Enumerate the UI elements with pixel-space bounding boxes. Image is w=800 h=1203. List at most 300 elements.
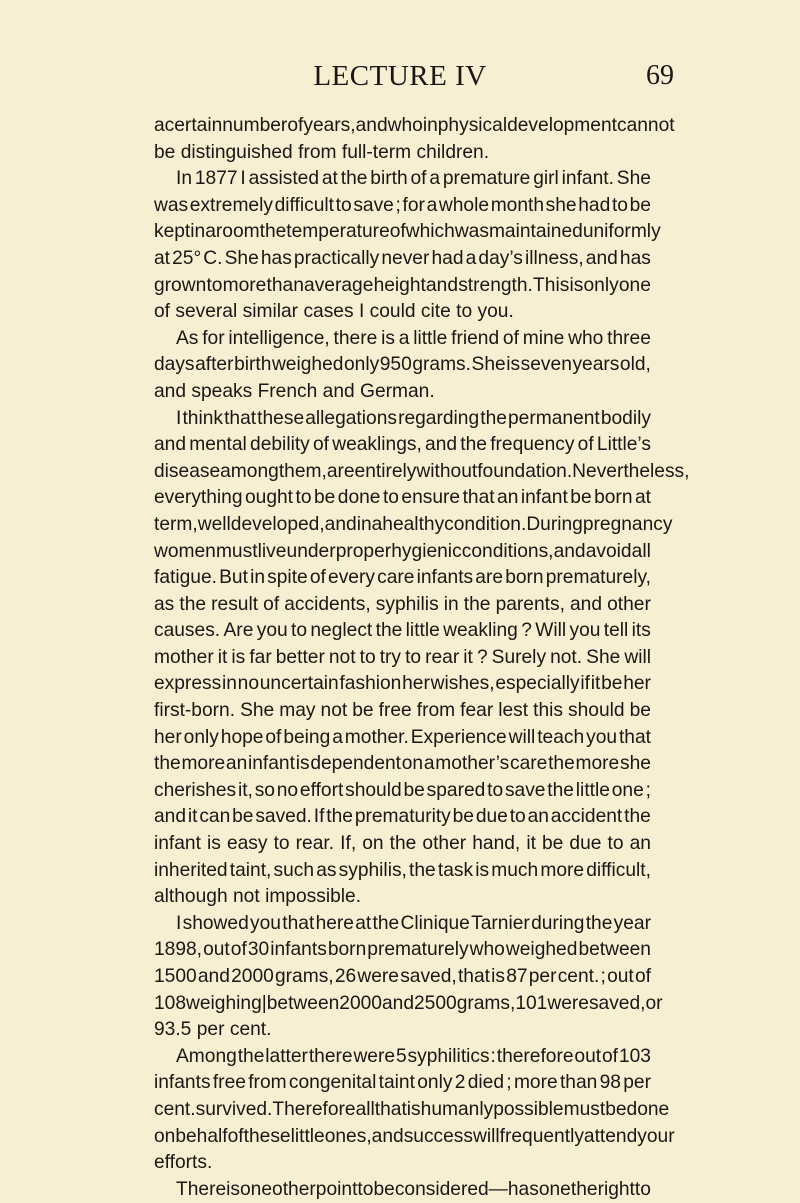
word: several (175, 301, 238, 323)
word: : (490, 1045, 496, 1067)
word: be (313, 487, 336, 509)
word: But (219, 567, 248, 589)
running-head: LECTURE IV (313, 60, 487, 92)
word: spite (267, 567, 308, 589)
word: of (577, 434, 594, 456)
word: condition. (444, 513, 527, 535)
word: that (462, 487, 495, 509)
word: similar (242, 301, 299, 323)
word: to (206, 274, 223, 296)
word: were (353, 1045, 396, 1067)
word: and (426, 274, 459, 296)
word: first-born. (154, 700, 236, 722)
word: to (291, 620, 308, 642)
text-line (154, 884, 651, 911)
word: died (467, 1072, 504, 1094)
word: more (181, 753, 226, 775)
word: old, (619, 354, 651, 376)
word: and (154, 434, 187, 456)
word: hygienic (391, 540, 462, 562)
word: mental (189, 434, 247, 456)
word: of (389, 221, 406, 243)
word: 26 (334, 966, 357, 987)
word: and (425, 434, 458, 456)
word: among (220, 460, 279, 482)
word: birth (234, 354, 272, 376)
text-line (154, 645, 651, 672)
text-line (154, 671, 651, 698)
word: days (154, 354, 195, 376)
word: all (355, 1098, 375, 1120)
word: be (232, 806, 254, 828)
word: 25° (172, 247, 202, 269)
word: a (426, 194, 438, 216)
word: will (508, 726, 536, 748)
text-line (154, 193, 651, 220)
word: had (578, 194, 611, 216)
word: ? (521, 620, 532, 642)
word: in (250, 567, 266, 589)
word: uniformly (582, 221, 661, 243)
word: out (203, 939, 230, 961)
word: of (287, 115, 304, 136)
text-line (154, 804, 651, 831)
text-line (154, 778, 651, 805)
word: during (531, 912, 585, 934)
word: are (475, 567, 504, 589)
word: ought (245, 487, 294, 509)
word: 950 (379, 354, 412, 376)
word: fear (460, 700, 494, 722)
word: it (217, 646, 228, 668)
word: never (381, 247, 430, 269)
word: 2000 (231, 966, 274, 987)
word: be (352, 700, 374, 722)
word: I (240, 168, 246, 190)
word: neglect (310, 620, 373, 642)
word: under (286, 540, 336, 562)
word: the (375, 620, 403, 642)
word: 2000 (339, 992, 382, 1014)
word: more (575, 753, 620, 775)
word: them, (278, 460, 327, 482)
word: especially (495, 673, 580, 695)
word: are (326, 460, 355, 482)
text-line (154, 964, 651, 991)
word: here (315, 912, 354, 934)
word: taint, (229, 859, 272, 881)
word: weighed (505, 939, 578, 961)
word: that (224, 407, 257, 429)
word: grown (154, 274, 207, 296)
word: of (313, 434, 330, 456)
word: grams. (412, 354, 471, 376)
word: Clinique (400, 912, 470, 934)
word: wishes, (430, 673, 495, 695)
word: German. (360, 380, 435, 402)
word: be (403, 779, 425, 801)
word: ensure (401, 487, 461, 509)
word: it, (237, 779, 253, 801)
word: is (295, 753, 310, 775)
word: and (154, 380, 187, 402)
word: Are (223, 620, 254, 642)
word: other (272, 1178, 316, 1200)
word: prematurely, (545, 567, 651, 589)
word: years, (303, 115, 356, 136)
word: the (154, 753, 181, 775)
word: a (371, 513, 383, 535)
word: success (403, 1125, 473, 1147)
word: inherited (154, 859, 228, 881)
word: from (248, 1072, 287, 1094)
word: infants (154, 1072, 211, 1094)
word: considered—has (394, 1178, 539, 1200)
word: showed (182, 912, 249, 934)
word: cent. (557, 966, 600, 987)
word: will (624, 646, 651, 668)
word: is (475, 859, 490, 881)
word: care (509, 753, 548, 775)
word: proper (335, 540, 392, 562)
word: 2500 (414, 992, 457, 1014)
word: it (590, 673, 601, 695)
word: syphilitics (407, 1045, 490, 1067)
word: a (205, 221, 216, 243)
word: hand, (472, 833, 521, 855)
word: born (594, 487, 633, 509)
word: prematurity (354, 806, 451, 828)
word: to (509, 806, 526, 828)
word: She (224, 247, 259, 269)
word: being (283, 726, 331, 748)
word: so (254, 779, 275, 801)
word: is (569, 274, 584, 296)
word: little (413, 327, 448, 349)
word: cite (420, 301, 451, 323)
word: there (333, 327, 378, 349)
text-line (154, 991, 663, 1018)
word: a (465, 247, 477, 269)
word: rear (425, 646, 460, 668)
text-line (154, 1150, 651, 1177)
word: entirely (354, 460, 417, 482)
word: in (443, 593, 459, 615)
word: ones, (324, 1125, 372, 1147)
word: distinguished (180, 141, 293, 163)
word: healthy (382, 513, 445, 535)
word: is (406, 1098, 421, 1120)
word: done (337, 487, 381, 509)
word: I (176, 912, 182, 934)
word: be (452, 806, 474, 828)
word: prematurely (367, 939, 469, 961)
word: bodily (600, 407, 651, 429)
word: it (463, 646, 473, 668)
word: to (382, 487, 399, 509)
word: of (602, 1045, 619, 1067)
word: care (377, 567, 415, 589)
word: as (316, 859, 337, 881)
word: is (506, 354, 521, 376)
word: had (431, 247, 464, 269)
word: lest (498, 700, 529, 722)
word: weaklings, (332, 434, 422, 456)
word: in (221, 673, 237, 695)
word: well (197, 513, 231, 535)
word: of (227, 1125, 244, 1147)
word: between (266, 992, 340, 1014)
word: Experience (410, 726, 507, 748)
word: born (505, 567, 544, 589)
word: therefore (496, 1045, 574, 1067)
word: every (328, 567, 375, 589)
word: was (454, 221, 489, 243)
word: result (211, 593, 259, 615)
word: avoid (585, 540, 632, 562)
word: has (260, 247, 292, 269)
word: out (574, 1045, 602, 1067)
word: weighed (271, 354, 344, 376)
word: Surely (491, 646, 547, 668)
word: rear. (295, 833, 335, 855)
word: infants (416, 567, 474, 589)
word: permanent (508, 407, 600, 429)
word: the (326, 806, 353, 828)
word: difficult, (586, 859, 651, 881)
word: physical (437, 115, 508, 136)
word: to (607, 833, 624, 855)
text-line (154, 299, 651, 326)
word: mother. (344, 726, 409, 748)
word: at (355, 912, 372, 934)
word: regarding (398, 407, 480, 429)
word: room (215, 221, 260, 243)
word: dependent (310, 753, 402, 775)
word: 1500 (154, 966, 197, 987)
word: to (357, 1178, 374, 1200)
word: on (401, 753, 424, 775)
word: and (381, 992, 414, 1014)
word: seven (520, 354, 572, 376)
text-line (154, 698, 651, 725)
word: and (154, 806, 187, 828)
word: Nevertheless, (572, 460, 690, 482)
word: be (570, 487, 592, 509)
word: full-term (341, 141, 412, 163)
word: be (542, 833, 564, 855)
word: an (225, 753, 248, 775)
word: speaks (191, 380, 253, 402)
text-line (154, 512, 673, 539)
word: who (469, 939, 505, 961)
word: the (179, 593, 207, 615)
word: French (257, 380, 318, 402)
word: than (266, 274, 304, 296)
word: these (243, 1125, 291, 1147)
word: Tarnier (471, 912, 530, 934)
word: the (570, 1178, 598, 1200)
word: and (322, 380, 355, 402)
word: your (637, 1125, 675, 1147)
word: an (497, 487, 519, 509)
word: without (416, 460, 478, 482)
text-line (154, 406, 651, 433)
word: after (195, 354, 234, 376)
word: the (624, 806, 651, 828)
word: ; (645, 779, 651, 801)
text-line (154, 326, 651, 353)
word: were (547, 992, 589, 1014)
word: She (240, 700, 275, 722)
word: conditions, (461, 540, 554, 562)
word: task (437, 859, 474, 881)
word: only (344, 354, 380, 376)
text-line (154, 1124, 675, 1151)
word: be (629, 700, 651, 722)
word: to (295, 487, 312, 509)
word: on (154, 1125, 176, 1147)
word: you (256, 620, 288, 642)
text-line (154, 1017, 651, 1044)
word: no (276, 779, 299, 801)
word: 98 (599, 1072, 621, 1094)
text-line (154, 1177, 651, 1203)
word: and (570, 593, 603, 615)
text-line (154, 831, 651, 858)
word: these (257, 407, 305, 429)
word: no (237, 673, 259, 695)
word: only (417, 1072, 453, 1094)
word: the (463, 593, 491, 615)
word: point (315, 1178, 358, 1200)
word: should (345, 779, 402, 801)
word: whole (438, 194, 490, 216)
word: you. (477, 301, 514, 323)
word: the (372, 912, 400, 934)
word: should (568, 700, 625, 722)
word: free (378, 700, 412, 722)
word: per (196, 1019, 225, 1041)
word: which (405, 221, 455, 243)
word: saved, (400, 966, 457, 987)
word: for (202, 327, 225, 349)
word: infants (270, 939, 327, 961)
word: children. (416, 141, 490, 163)
word: disease (154, 460, 221, 482)
word: only (583, 274, 619, 296)
word: than (559, 1072, 598, 1094)
word: kept (154, 221, 191, 243)
word: debility (250, 434, 310, 456)
word: between (578, 939, 651, 961)
text-line (154, 751, 651, 778)
word: the (259, 221, 287, 243)
word: save (353, 194, 394, 216)
page-number: 69 (646, 60, 674, 91)
word: were (357, 966, 399, 987)
word: frequently (499, 1125, 584, 1147)
word: must (563, 1098, 606, 1120)
word: month (490, 194, 545, 216)
word: as (154, 593, 175, 615)
word: survived. (195, 1098, 273, 1120)
word: height (373, 274, 426, 296)
word: one (611, 779, 644, 801)
word: only (183, 726, 219, 748)
word: little (290, 1125, 325, 1147)
word: the (340, 168, 368, 190)
word: be (373, 1178, 395, 1200)
word: She (586, 646, 621, 668)
word: cent. (154, 1098, 196, 1120)
word: the (460, 434, 487, 456)
word: at (634, 487, 651, 509)
word: one (538, 1178, 571, 1200)
word: 101 (515, 992, 548, 1014)
word: one (240, 1178, 273, 1200)
word: temperature (286, 221, 390, 243)
word: foundation. (477, 460, 573, 482)
word: she (619, 753, 651, 775)
word: from (298, 141, 337, 163)
word: 103 (618, 1045, 651, 1067)
word: mother’s (435, 753, 510, 775)
word: 87 (506, 966, 528, 987)
word: not (320, 700, 348, 722)
word: weighing| (186, 992, 267, 1014)
word: 1898, (154, 939, 203, 961)
word: spared (426, 779, 486, 801)
word: who (568, 327, 604, 349)
word: ; (506, 1072, 512, 1094)
word: it (526, 833, 536, 855)
word: ; (600, 966, 606, 987)
word: other (607, 593, 651, 615)
word: I (358, 301, 365, 323)
word: and (371, 1125, 404, 1147)
word: certain (164, 115, 223, 136)
word: pregnancy (582, 513, 673, 535)
text-line (154, 1097, 670, 1124)
word: 30 (247, 939, 270, 961)
word: a (423, 753, 435, 775)
word: cannot (616, 115, 675, 136)
word: women (154, 540, 216, 562)
word: or (645, 992, 663, 1014)
word: of (502, 327, 519, 349)
word: of (265, 726, 282, 748)
word: to (359, 646, 376, 668)
word: has (619, 247, 651, 269)
word: term, (154, 513, 198, 535)
word: and (197, 966, 230, 987)
word: Little’s (596, 434, 651, 456)
word: strength. (458, 274, 533, 296)
word: frequency (490, 434, 575, 456)
word: fashion (339, 673, 402, 695)
word: will (473, 1125, 500, 1147)
word: think (182, 407, 223, 429)
word: Among (176, 1045, 237, 1067)
word: I (176, 407, 182, 429)
word: such (273, 859, 315, 881)
word: latter (265, 1045, 308, 1067)
word: of (263, 593, 280, 615)
word: parents, (495, 593, 565, 615)
word: she (545, 194, 577, 216)
word: due (475, 806, 508, 828)
